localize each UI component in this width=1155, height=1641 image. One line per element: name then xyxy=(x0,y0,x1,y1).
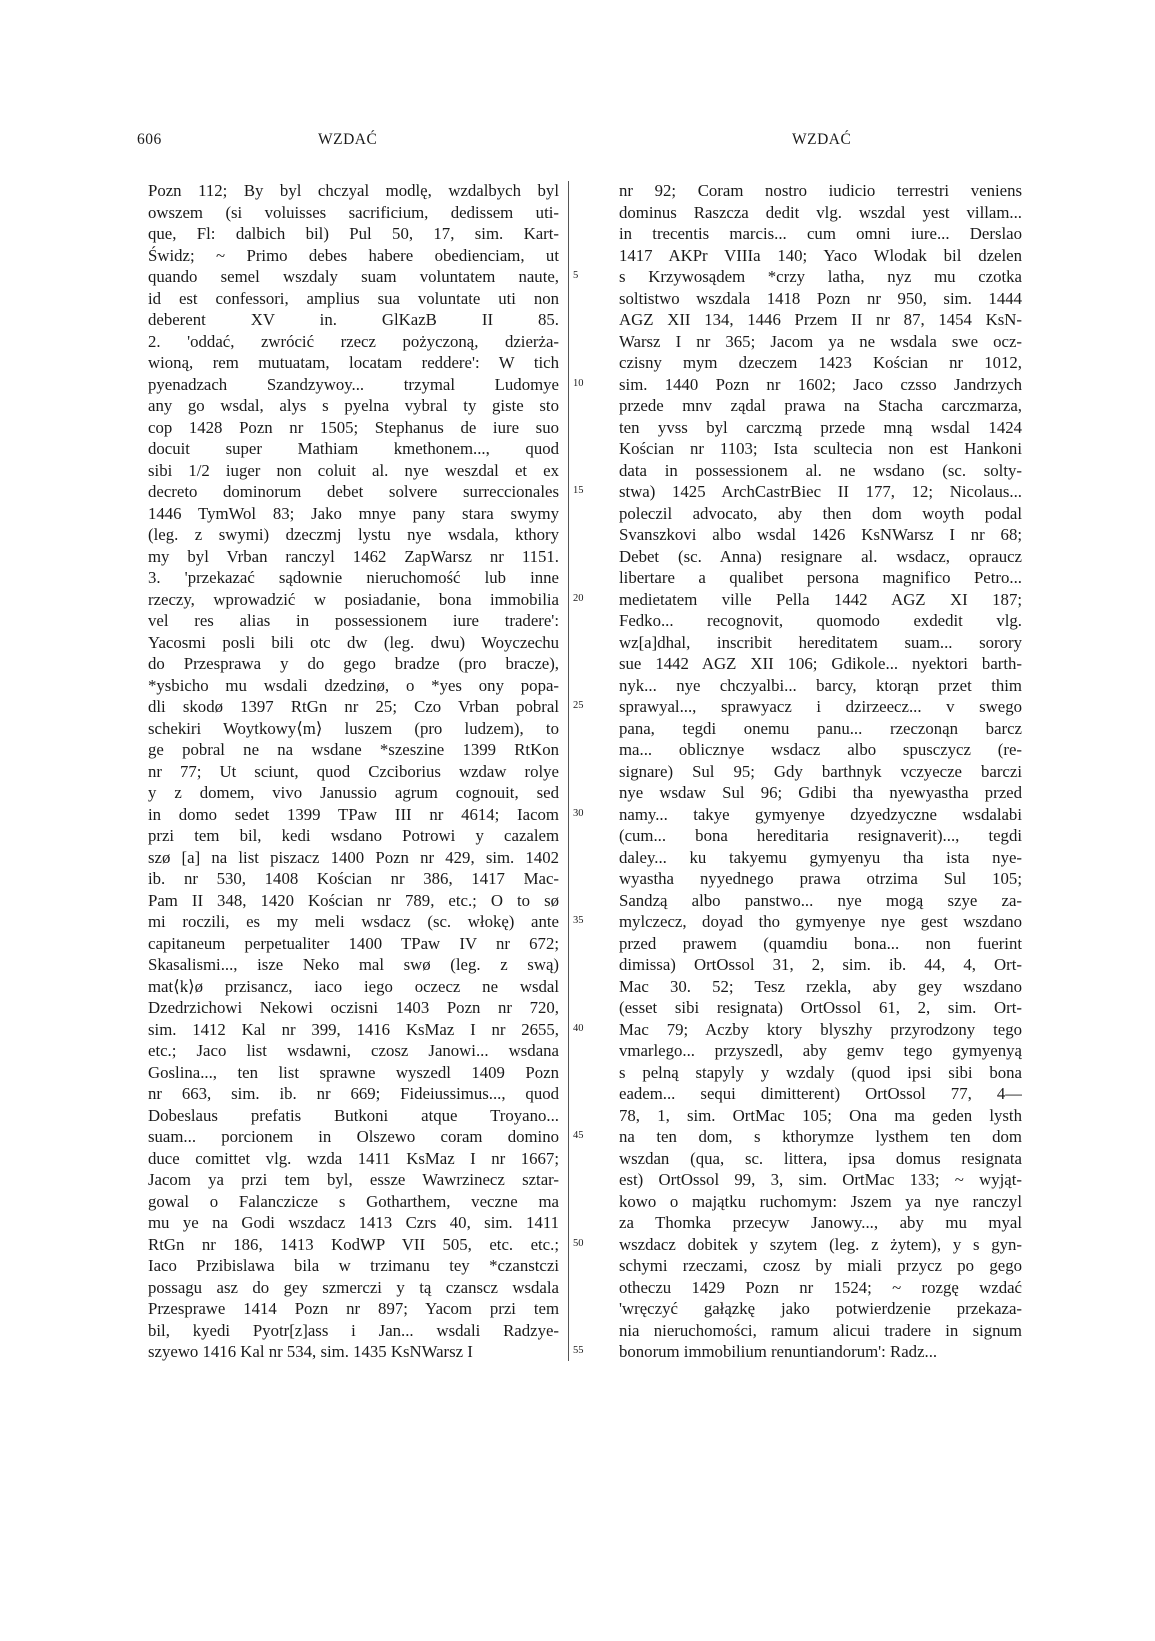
text-line: wz[a]dhal, inscribit hereditatem suam... sorory xyxy=(619,632,1022,652)
text-line: 'wręczyć gałązkę jako potwierdzenie przekaza- xyxy=(619,1299,1022,1318)
text-line: nyk... nye chczyalbi... barcy, ktorąn przet thim xyxy=(619,675,1022,695)
running-header xyxy=(0,131,1155,155)
text-line: y z domem, vivo Janussio agrum cognouit, sed xyxy=(148,783,559,802)
page-number: 606 xyxy=(137,131,162,148)
text-line: signare) Sul 95; Gdy barthnyk vczyecze barczi xyxy=(619,761,1022,781)
text-line: RtGn nr 186, 1413 KodWP VII 505, etc. etc.; xyxy=(148,1234,559,1254)
text-line: duce comittet vlg. wzda 1411 KsMaz I nr 1667; xyxy=(148,1148,559,1168)
text-line: Skasalismi..., isze Neko mal swø (leg. z swą) xyxy=(148,955,559,974)
text-line: czisny mym dzeczem 1423 Kościan nr 1012, xyxy=(619,353,1022,372)
text-line: (leg. z swymi) dzeczmj lystu nye wsdala, kthory xyxy=(148,525,559,544)
text-line: poleczil advocato, aby then dom woyth podal xyxy=(619,503,1022,523)
text-line: decreto dominorum debet solvere surreccionales xyxy=(148,482,559,501)
text-line: do Przesprawa y do gego bradze (pro bracze), xyxy=(148,654,559,673)
text-line: *ysbicho mu wsdali dzedzinø, o *yes ony popa- xyxy=(148,675,559,695)
text-line: Dobeslaus prefatis Butkoni atque Troyano... xyxy=(148,1105,559,1125)
text-line: Kościan nr 1103; Ista scultecia non est Hankoni xyxy=(619,439,1022,458)
column-divider xyxy=(568,181,569,1361)
text-line: medietatem ville Pella 1442 AGZ XI 187; xyxy=(619,589,1022,609)
line-number: 40 xyxy=(573,1022,584,1034)
text-line: s pelną stapyly y wzdaly (quod ipsi sibi bona xyxy=(619,1062,1022,1082)
text-line: wszdacz dobitek y szytem (leg. z żytem), y s gyn- xyxy=(619,1234,1022,1254)
text-line: szyewo 1416 Kal nr 534, sim. 1435 KsNWarsz I xyxy=(148,1342,473,1361)
right-column xyxy=(619,180,1022,1363)
text-line: przede mnv ządal prawa na Stacha carczmarza, xyxy=(619,396,1022,415)
line-number: 5 xyxy=(573,270,579,281)
text-line: vel res alias in possessionem iure tradere': xyxy=(148,611,559,630)
line-number: 10 xyxy=(573,377,584,389)
text-line: pyenadzach Szandzywoy... trzymal Ludomye xyxy=(148,374,559,394)
text-line: Świdz; ~ Primo debes habere obedienciam, ut xyxy=(148,245,559,265)
text-line: szø [a] na list piszacz 1400 Pozn nr 429, sim. 1402 xyxy=(148,847,559,867)
text-line: est) OrtOssol 99, 3, sim. OrtMac 133; ~ wyjąt- xyxy=(619,1170,1022,1189)
text-line: na ten dom, s kthorymze lysthem ten dom xyxy=(619,1127,1022,1146)
text-line: przi tem bil, kedi wsdano Potrowi y cazalem xyxy=(148,826,559,845)
text-line: dli skodø 1397 RtGn nr 25; Czo Vrban pobral xyxy=(148,697,559,716)
text-line: Sandzą albo panstwo... nye mogą szye za- xyxy=(619,890,1022,910)
text-line: sue 1442 AGZ XII 106; Gdikole... nyektori barth- xyxy=(619,654,1022,673)
text-line: wszdan (qua, sc. littera, ipsa domus resignata xyxy=(619,1148,1022,1168)
text-line: nia nieruchomości, ramum alicui tradere in signum xyxy=(619,1320,1022,1340)
text-line: cop 1428 Pozn nr 1505; Stephanus de iure suo xyxy=(148,417,559,437)
text-line: Goslina..., ten list sprawne wyszedl 1409 Pozn xyxy=(148,1062,559,1082)
text-line: data in possessionem al. ne wsdano (sc. solty- xyxy=(619,460,1022,480)
text-line: ten yvss byl carczmą przede mną wsdal 1424 xyxy=(619,417,1022,437)
text-line: dimissa) OrtOssol 31, 2, sim. ib. 44, 4, Ort- xyxy=(619,955,1022,974)
text-line: 1446 TymWol 83; Jako mnye pany stara swymy xyxy=(148,503,559,523)
text-line: libertare a qualibet persona magnifico Petro... xyxy=(619,568,1022,587)
text-line: bonorum immobilium renuntiandorum': Radz... xyxy=(619,1342,938,1361)
text-line: sprawyal..., sprawyacz i dzirzeecz... v swego xyxy=(619,697,1022,716)
text-line: deberent XV in. GlKazB II 85. xyxy=(148,310,559,329)
text-line: Przesprawe 1414 Pozn nr 897; Yacom przi tem xyxy=(148,1299,559,1318)
text-line: wyastha nyyednego prawa otrzima Sul 105; xyxy=(619,869,1022,888)
text-line: quando semel wszdaly suam voluntatem naute, xyxy=(148,267,559,286)
text-line: gowal o Falanczicze s Gotharthem, veczne ma xyxy=(148,1191,559,1211)
text-line: rzeczy, wprowadzić w posiadanie, bona immobilia xyxy=(148,589,559,609)
text-line: sim. 1412 Kal nr 399, 1416 KsMaz I nr 2655, xyxy=(148,1019,559,1039)
text-line: nr 663, sim. ib. nr 669; Fideiussimus..., quod xyxy=(148,1084,559,1103)
text-line: pana, tegdi onemu panu... rzeczonąn barcz xyxy=(619,718,1022,738)
text-line: Yacosmi posli bili otc dw (leg. dwu) Woyczechu xyxy=(148,632,559,652)
text-line: in domo sedet 1399 TPaw III nr 4614; Iacom xyxy=(148,804,559,824)
text-line: AGZ XII 134, 1446 Przem II nr 87, 1454 KsN- xyxy=(619,310,1022,329)
line-number: 35 xyxy=(573,915,584,926)
left-column xyxy=(148,180,559,1363)
text-line: nye wsdaw Sul 96; Gdibi tha nyewyastha przed xyxy=(619,783,1022,802)
text-line: wioną, rem mutuatam, locatam reddere': W tich xyxy=(148,353,559,372)
text-line: mu ye na Godi wszdacz 1413 Czrs 40, sim. 1411 xyxy=(148,1213,559,1232)
text-line: Iaco Przibislawa bila w trzimanu tey *czanstczi xyxy=(148,1256,559,1275)
text-line: Jacom ya przi tem byl, essze Wawrzinecz sztar- xyxy=(148,1170,559,1189)
text-line: sibi 1/2 iuger non coluit al. nye weszdal et ex xyxy=(148,460,559,480)
text-line: s Krzywosądem *crzy latha, nyz mu czotka xyxy=(619,267,1022,286)
text-line: Mac 79; Aczby ktory blyszhy przyrodzony tego xyxy=(619,1019,1022,1039)
text-line: bil, kyedi Pyotr[z]ass i Jan... wsdali Radzye- xyxy=(148,1320,559,1340)
text-line: soltistwo wszdala 1418 Pozn nr 950, sim. 1444 xyxy=(619,288,1022,308)
text-line: namy... takye gymyenye dzyedzyczne wsdalabi xyxy=(619,804,1022,824)
text-line: Svanszkovi albo wsdal 1426 KsNWarsz I nr 68; xyxy=(619,525,1022,544)
text-line: 2. 'oddać, zwrócić rzecz pożyczoną, dzierża- xyxy=(148,331,559,351)
text-line: (cum... bona hereditaria resignaverit)..., tegdi xyxy=(619,826,1022,845)
text-line: id est confessori, amplius sua voluntate uti non xyxy=(148,288,559,308)
text-line: mylczecz, doyad tho gymyenye nye gest wszdano xyxy=(619,912,1022,931)
text-line: Debet (sc. Anna) resignare al. wsdacz, opraucz xyxy=(619,546,1022,566)
text-line: que, Fl: dalbich bil) Pul 50, 17, sim. Kart- xyxy=(148,224,559,243)
text-line: 3. 'przekazać sądownie nieruchomość lub inne xyxy=(148,568,559,587)
text-line: Fedko... recognovit, quomodo exdedit vlg. xyxy=(619,611,1022,630)
text-line: eadem... sequi dimitterent) OrtOssol 77, 4— xyxy=(619,1084,1022,1103)
text-line: za Thomka przecyw Janowy..., aby mu myal xyxy=(619,1213,1022,1232)
line-number: 55 xyxy=(573,1345,584,1356)
line-number: 45 xyxy=(573,1130,584,1141)
text-line: dominus Raszcza dedit vlg. wszdal yest villam... xyxy=(619,202,1022,222)
text-line: schekiri Woytkowy⟨m⟩ luszem (pro ludzem), to xyxy=(148,718,559,738)
text-line: suam... porcionem in Olszewo coram domino xyxy=(148,1127,559,1146)
left-running-head: WZDAĆ xyxy=(318,131,378,148)
text-line: capitaneum perpetualiter 1400 TPaw IV nr 672; xyxy=(148,933,559,953)
line-number: 25 xyxy=(573,700,584,711)
text-line: Warsz I nr 365; Jacom ya ne wsdala swe ocz- xyxy=(619,331,1022,351)
text-line: ge pobral ne na wsdane *szeszine 1399 RtKon xyxy=(148,740,559,759)
text-line: in trecentis marcis... cum omni iure... Derslao xyxy=(619,224,1022,243)
text-line: docuit super Mathiam kmethonem..., quod xyxy=(148,439,559,458)
text-line: Mac 30. 52; Tesz rzekla, aby gey wszdano xyxy=(619,976,1022,996)
text-line: mat⟨k⟩ø przisancz, iaco iego oczecz ne wsdal xyxy=(148,976,559,996)
right-running-head: WZDAĆ xyxy=(792,131,852,148)
text-line: nr 77; Ut sciunt, quod Czciborius wzdaw rolye xyxy=(148,761,559,781)
text-line: 78, 1, sim. OrtMac 105; Ona ma geden lysth xyxy=(619,1105,1022,1125)
text-line: 1417 AKPr VIIIa 140; Yaco Wlodak bil dzelen xyxy=(619,245,1022,265)
text-line: vmarlego... przyszedl, aby gemv tego gymyenyą xyxy=(619,1041,1022,1060)
text-line: (esset sibi resignata) OrtOssol 61, 2, sim. Ort- xyxy=(619,998,1022,1017)
text-line: sim. 1440 Pozn nr 1602; Jaco czsso Jandrzych xyxy=(619,374,1022,394)
text-line: my byl Vrban ranczyl 1462 ZapWarsz nr 1151. xyxy=(148,546,559,566)
text-line: mi roczili, es my meli wsdacz (sc. włokę) ante xyxy=(148,912,559,931)
text-line: otheczu 1429 Pozn nr 1524; ~ rozgę wzdać xyxy=(619,1277,1022,1297)
text-line: Pam II 348, 1420 Kościan nr 789, etc.; O to sø xyxy=(148,890,559,910)
text-line: nr 92; Coram nostro iudicio terrestri veniens xyxy=(619,181,1022,200)
text-line: etc.; Jaco list wsdawni, czosz Janowi... wsdana xyxy=(148,1041,559,1060)
text-line: ib. nr 530, 1408 Kościan nr 386, 1417 Mac- xyxy=(148,869,559,888)
text-line: Pozn 112; By byl chczyal modlę, wzdalbych byl xyxy=(148,181,559,200)
text-line: any go wsdal, alys s pyelna vybral ty giste sto xyxy=(148,396,559,415)
line-number: 30 xyxy=(573,807,584,819)
line-number: 50 xyxy=(573,1237,584,1249)
text-line: Dzedrzichowi Nekowi oczisni 1403 Pozn nr 720, xyxy=(148,998,559,1017)
text-line: kowo o majątku ruchomym: Jszem ya nye ranczyl xyxy=(619,1191,1022,1211)
text-line: possagu asz do gey szmerczi y tą czanscz wsdala xyxy=(148,1277,559,1297)
text-line: daley... ku takyemu gymyenyu tha ista nye- xyxy=(619,847,1022,867)
text-line: przed prawem (quamdiu bona... non fuerint xyxy=(619,933,1022,953)
text-line: stwa) 1425 ArchCastrBiec II 177, 12; Nicolaus... xyxy=(619,482,1022,501)
text-line: owszem (si voluisses sacrificium, dedissem uti- xyxy=(148,202,559,222)
text-line: ma... oblicznye wsdacz albo spusczycz (re- xyxy=(619,740,1022,759)
text-line: schymi rzeczami, czosz by miali przycz po gego xyxy=(619,1256,1022,1275)
line-number: 20 xyxy=(573,592,584,604)
line-number: 15 xyxy=(573,485,584,496)
